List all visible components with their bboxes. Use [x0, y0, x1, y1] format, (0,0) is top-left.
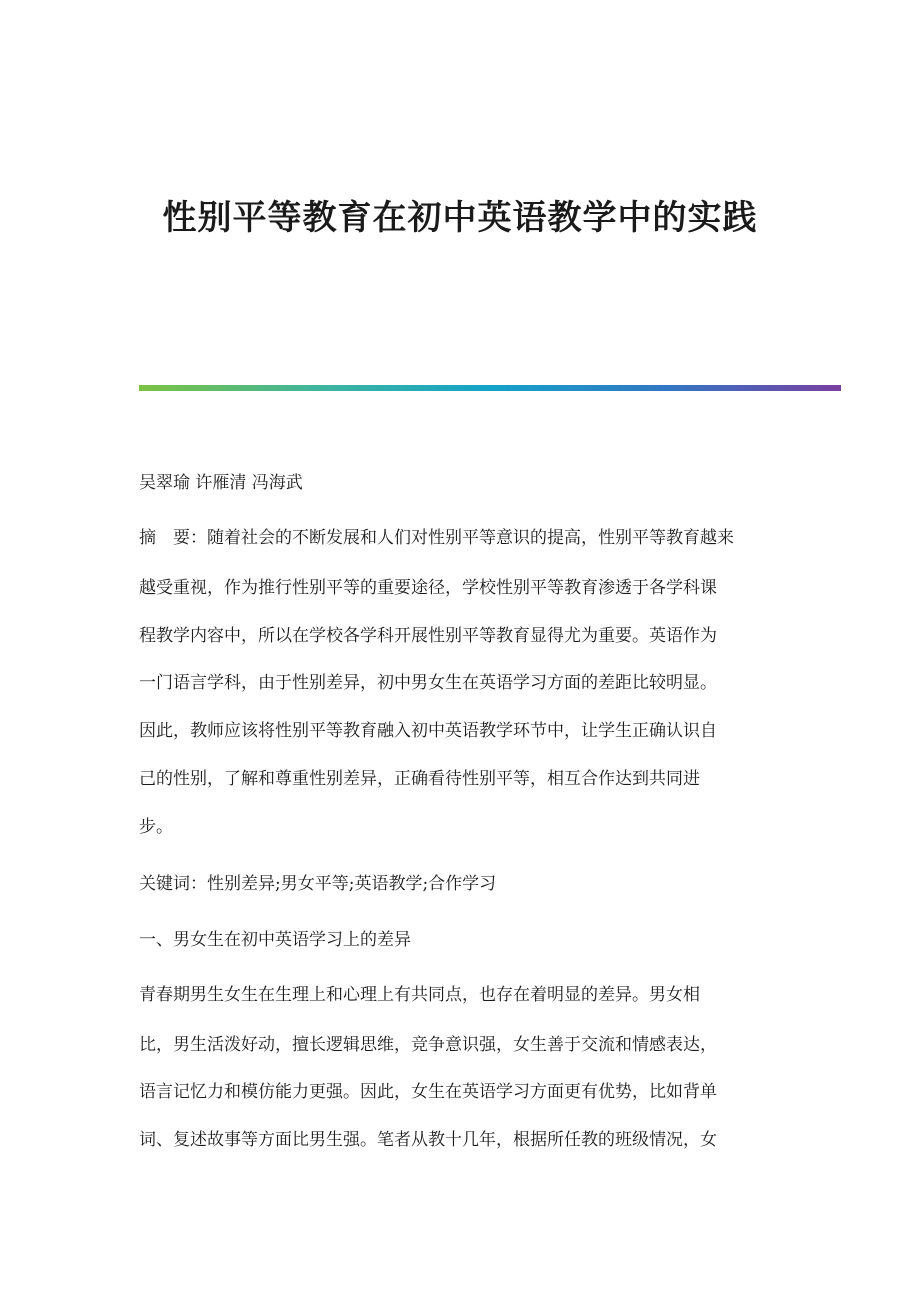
abstract-line: 程教学内容中，所以在学校各学科开展性别平等教育显得尤为重要。英语作为: [139, 626, 717, 646]
body-line: 语言记忆力和模仿能力更强。因此，女生在英语学习方面更有优势，比如背单: [139, 1082, 717, 1102]
body-line: 青春期男生女生在生理上和心理上有共同点，也存在着明显的差异。男女相: [139, 985, 700, 1005]
authors: 吴翠瑜 许雁清 冯海武: [139, 473, 303, 493]
abstract-line: 因此，教师应该将性别平等教育融入初中英语教学环节中，让学生正确认识自: [139, 721, 717, 741]
abstract-line: 步。: [139, 817, 173, 837]
body-line: 词、复述故事等方面比男生强。笔者从教十几年，根据所任教的班级情况，女: [139, 1130, 717, 1150]
abstract-line: 一门语言学科，由于性别差异，初中男女生在英语学习方面的差距比较明显。: [139, 673, 717, 693]
title-divider: [139, 385, 841, 391]
body-line: 比，男生活泼好动，擅长逻辑思维，竞争意识强，女生善于交流和情感表达，: [139, 1035, 717, 1055]
abstract-line: 己的性别，了解和尊重性别差异，正确看待性别平等，相互合作达到共同进: [139, 769, 700, 789]
section-heading: 一、男女生在初中英语学习上的差异: [139, 930, 411, 950]
abstract-line: 摘 要：随着社会的不断发展和人们对性别平等意识的提高，性别平等教育越来: [139, 528, 734, 548]
abstract-line: 越受重视，作为推行性别平等的重要途径，学校性别平等教育渗透于各学科课: [139, 578, 717, 598]
keywords: 关键词：性别差异;男女平等;英语教学;合作学习: [139, 874, 497, 894]
document-title: 性别平等教育在初中英语教学中的实践: [162, 198, 758, 238]
